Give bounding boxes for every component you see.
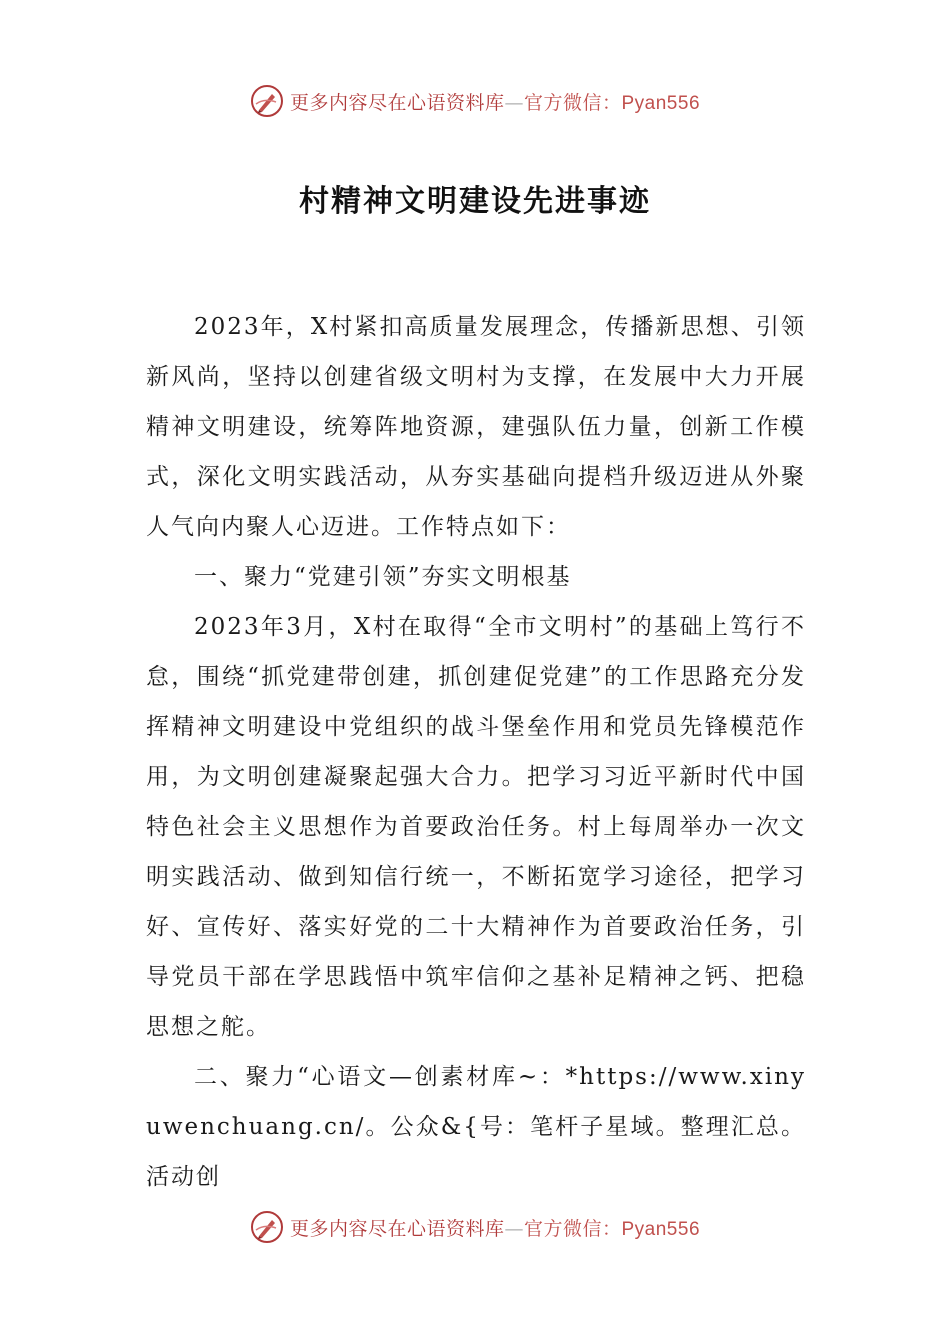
paragraph-intro: 2023年，X村紧扣高质量发展理念，传播新思想、引领新风尚，坚持以创建省级文明村为支撑，在发展中大力开展精神文明建设，统筹阵地资源，建强队伍力量，创新工作模式，深化文明实践活动，从夯实基础向提档升级迈进从外聚人气向内聚人心迈进。工作特点如下： [146,314,806,540]
watermark-id: Pyan556 [621,92,701,114]
section-heading-2: 二、聚力“心语文—创素材库~：*https://www.xinyuwenchuang.cn/。公众&{号：笔杆子星域。整理汇总。活动创 [146,1064,806,1190]
watermark-id: Pyan556 [621,1218,701,1240]
watermark-channel: 官方微信： [523,1217,622,1240]
watermark-separator: — [504,91,524,114]
watermark-text [290,88,700,115]
header-watermark [0,84,950,118]
watermark-separator: — [504,1217,524,1240]
footer-watermark [0,1210,950,1244]
document-title: 村精神文明建设先进事迹 [299,184,651,219]
watermark-channel: 官方微信： [523,91,622,114]
pen-logo-icon [250,84,284,118]
watermark-text [290,1214,700,1241]
pen-logo-icon [250,1210,284,1244]
watermark-brand: 更多内容尽在心语资料库 [289,91,505,114]
paragraph-section-1: 2023年3月，X村在取得“全市文明村”的基础上笃行不怠，围绕“抓党建带创建，抓创建促党建”的工作思路充分发挥精神文明建设中党组织的战斗堡垒作用和党员先锋模范作用，为文明创建凝聚起强大合力。把学习习近平新时代中国特色社会主义思想作为首要政治任务。村上每周举办一次文明实践活动、做到知信行统一，不断拓宽学习途径，把学习好、宣传好、落实好党的二十大精神作为首要政治任务，引导党员干部在学思践悟中筑牢信仰之基补足精神之钙、把稳思想之舵。 [146,614,806,1040]
section-heading-1: 一、聚力“党建引领”夯实文明根基 [194,564,572,590]
watermark-brand: 更多内容尽在心语资料库 [289,1217,505,1240]
document-body [146,302,806,1202]
